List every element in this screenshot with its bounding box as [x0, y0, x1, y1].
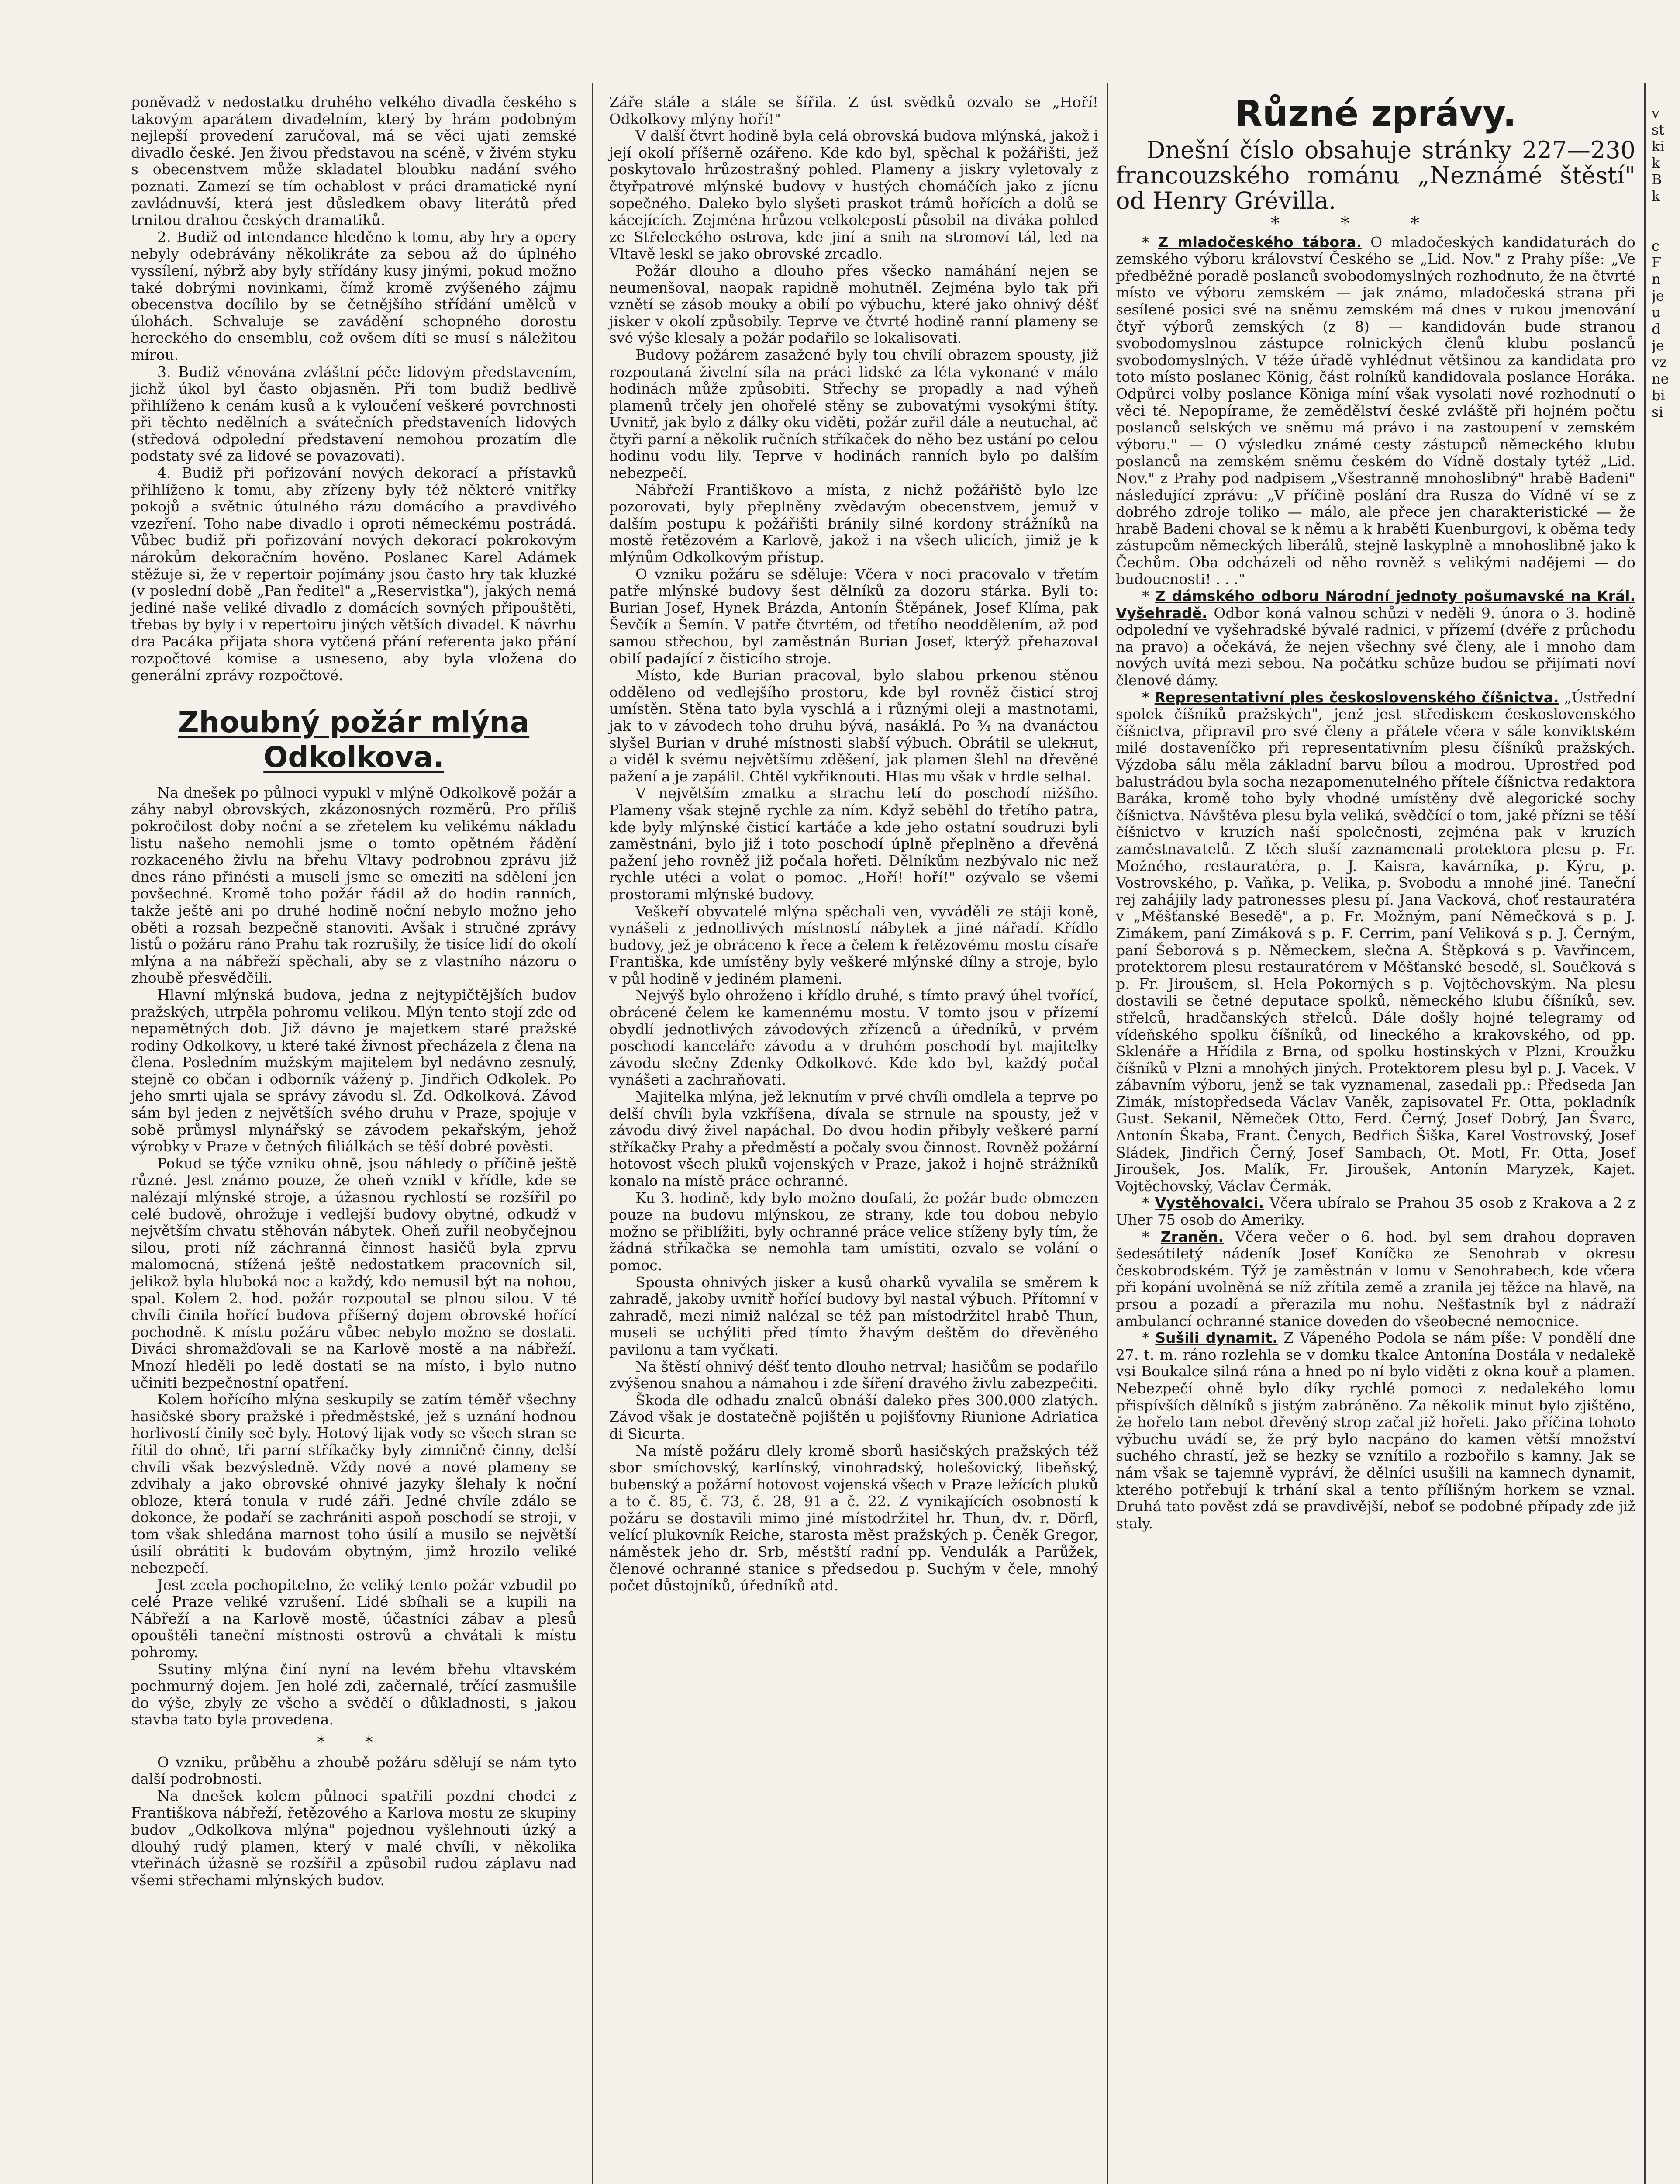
fragment-line: n	[1652, 271, 1661, 287]
paragraph: Ku 3. hodině, kdy bylo možno doufati, že požár bude obmezen pouze na budovu mlýnskou, ze strany, kde tou dobou nebylo možno se přiblížiti, byly ochranné práce velice stíženy byly tím, že žádná stříkačka se nemohla tam umístiti, ozvalo se volání o pomoc.	[609, 1189, 1098, 1274]
fragment-line: vz	[1652, 354, 1667, 370]
fragment-line: d	[1652, 321, 1661, 337]
fragment-line: v	[1652, 105, 1660, 121]
fragment-line: ki	[1652, 138, 1665, 155]
news-item-text: Včera ubíralo se Prahou 35 osob z Krakova a 2 z Uher 75 osob do Ameriky.	[1116, 1194, 1635, 1229]
paragraph: Spousta ohnivých jisker a kusů oharků vyvalila se směrem k zahradě, jakoby uvnitř hořící budovy byl nastal výbuch. Přítomní v zahradě, mezi nimiž nalézal se též pan místodržitel hrabě Thun, museli se uchýliti před tímto žhavým deštěm do dřevěného pavilonu a tam vyčkati.	[609, 1273, 1098, 1358]
separator-asterisks: * *	[317, 1734, 390, 1752]
news-item: * Zraněn. Včera večer o 6. hod. byl sem drahou dopraven šedesátiletý nádeník Josef Koníčka ze Senohrab v okresu českobrodském. Týž je zaměstnán v lomu v Senohrabech, kde včera při kopání uvolněná se níž zřítila země a zranila jej těžce na hlavě, na prsou a pozadí a přerazila mu nohu. Nešťastník byl z nádraží ambulancí ochranné stanice doveden do všeobecné nemocnice.	[1116, 1228, 1635, 1330]
news-item-kicker: Z mladočeského tábora.	[1158, 233, 1362, 251]
news-item: * Sušili dynamit. Z Vápeného Podola se nám píše: V pondělí dne 27. t. m. ráno rozlehla se v domku tkalce Antonína Dostála v nedalekě vsi Boukalce silná rána a hned po ní bylo viděti z okna kouř a plamen. Nebezpečí ohně bylo díky rychlé pomoci z nedalekého lomu přispívších dělníků s jistým zabráněno. Za několik minut bylo zjištěno, že hořelo tam nebot dřevěný strop začal již hořeti. Jako příčina tohoto výbuchu uvádí se, že prý bylo nacpáno do kamen větší množství suchého chrastí, jež se hezky se vznítilo a rozbořilo s kamny. Jak se nám však se tajemně vypráví, že dělníci usušili na kamnech dynamit, kterého potřebují k trhání skal a tento přílišným horkem se vznal. Druhá tato pověst zdá se pravdivější, neboť se podobné případy zde již staly.	[1116, 1329, 1636, 1532]
news-item-text: Odbor koná valnou schůzi v neděli 9. února o 3. hodině odpolední ve vyšehradské bývalé radnici, v přízemí (dvéře z průchodu na pravo) a očekává, že nejen všechny své členy, ale i mnoho dam nových uvítá mezi sebou. Na počátku schůze budou se přijímati noví členové dámy.	[1116, 604, 1635, 689]
paragraph: Veškeří obyvatelé mlýna spěchali ven, vyváděli ze stáji koně, vynášeli z jednotlivých místností nábytek a jiné nářadí. Křídlo budovy, jež je obráceno k řece a čelem k řetězovému mostu císaře Františka, kde umístěny byly veškeré mlýnské dílny a stroje, bylo v půl hodině v jediném plameni.	[609, 902, 1098, 987]
separator-asterisks: ***	[1271, 214, 1480, 234]
paragraph: Záře stále a stále se šířila. Z úst svědků ozvalo se „Hoří! Odkolkovy mlýny hoří!"	[609, 93, 1098, 128]
paragraph: poněvadž v nedostatku druhého velkého divadla českého s takovým aparátem divadelním, který by hrám podobným nejlepší provedení zaručoval, má se věci ujati zemské divadlo české. Jen živou představou na scéně, v živém styku s obecenstvem může skladatel bloubku nadání svého poznati. Zamezí se tím ochablost v práci dramatické nyní zavládnuvší, která jest důsledkem obavy literátů před trnitou drahou českých dramatiků.	[131, 93, 576, 229]
paragraph: Budovy požárem zasažené byly tou chvílí obrazem spousty, již rozpoutaná živelní síla na práci lidské za léta vykonané v málo hodinách může způsobiti. Střechy se propadly a nad výheň plamenů trčely jen ohořelé stěny se zubovatými vysokými štíty. Uvnitř, jak bylo z dálky oku viděti, požár zuřil dále a neutuchal, ač čtyři parní a několik ručních stříkaček do něho bez ustání po celou hodinu vodu lily. Teprve v hodinách ranních bylo po dalším nebezpečí.	[609, 346, 1098, 482]
paragraph: Na místě požáru dlely kromě sborů hasičských pražských též sbor smíchovský, karlínský, vinohradský, holešovický, libeňský, bubenský a požární hotovost vojenská všech v Praze ležících pluků a to č. 85, č. 73, č. 28, 91 a č. 22. Z vynikajících osobností k požáru se dostavili mimo jiné místodržitel hr. Thun, dv. r. Dörfl, velící plukovník Reiche, starosta měst pražských p. Čeněk Gregor, náměstek jeho dr. Srb, městští radní pp. Vendulák a Parůžek, členové ochranné stanice s předsedou p. Suchým v čele, mnohý počet důstojníků, úředníků atd.	[609, 1442, 1098, 1594]
column-1	[131, 94, 576, 1889]
fragment-line: F	[1652, 254, 1662, 271]
news-item-kicker: Sušili dynamit.	[1155, 1329, 1278, 1347]
fragment-line: c	[1652, 238, 1659, 254]
news-item-text: Z Vápeného Podola se nám píše: V pondělí dne 27. t. m. ráno rozlehla se v domku tkalce Antonína Dostála v nedalekě vsi Boukalce silná rána a hned po ní bylo viděti z okna kouř a plamen. Nebezpečí ohně bylo díky rychlé pomoci z nedalekého lomu přispívších dělníků s jistým zabráněno. Za několik minut bylo zjištěno, že hořelo tam nebot dřevěný strop začal již hořeti. Jako příčina tohoto výbuchu uvádí se, že prý bylo nacpáno do kamen větší množství suchého chrastí, jež se hezky se vznítilo a rozbořilo s kamny. Jak se nám však se tajemně vypráví, že dělníci usušili na kamnech dynamit, kterého potřebují k trhání skal a tento přílišným horkem se vznal. Druhá tato pověst zdá se pravdivější, neboť se podobné případy zde již staly.	[1116, 1329, 1636, 1532]
paragraph: 2. Budiž od intendance hleděno k tomu, aby hry a opery nebyly odebrávány několikráte za sebou až do úplného vyssílení, nýbrž aby byly střídány kusy jinými, pokud možno také dobrými novinkami, čímž kromě zvýšeného zájmu obecenstva docílilo by se četnějšího střídání umělců v úlohách. Schvaluje se zavádění schopného dorostu hereckého do ensemblu, což ovšem díti se musí s náležitou mírou.	[131, 228, 576, 363]
fragment-line: je	[1652, 337, 1664, 354]
news-item-kicker: Z dámského odboru Národní jednoty pošumavské na Král. Vyšehradě.	[1116, 587, 1636, 622]
paragraph: V další čtvrt hodině byla celá obrovská budova mlýnská, jakož i její okolí příšerně ozářeno. Kde kdo byl, spěchal k požářišti, jež poskytovalo hrůzostrašný pohled. Plameny a jiskry vyletovaly z čtyřpatrové mlýnské budovy v hustých chomáčích jako z jícnu sopečného. Daleko bylo slyšeti praskot trámů hořících a dolů se kácejících. Zejména hrůzou velkolepostí působil na diváka pohled ze Střeleckého ostrova, kde jiní a snih na stromoví tál, led na Vltavě leskl se jako obrovské zrcadlo.	[609, 127, 1098, 263]
news-item: * Z dámského odboru Národní jednoty pošumavské na Král. Vyšehradě. Odbor koná valnou schůzi v neděli 9. února o 3. hodině odpolední ve vyšehradské bývalé radnici, v přízemí (dvéře z průchodu na pravo) a očekává, že nejen všechny své členy, ale i mnoho dam nových uvítá mezi sebou. Na počátku schůze budou se přijímati noví členové dámy.	[1116, 587, 1636, 689]
section-lead: Dnešní číslo obsahuje stránky 227—230 francouzského románu „Neznámé štěstí" od Henry Grévilla.	[1116, 136, 1635, 214]
paragraph: Na štěstí ohnivý déšť tento dlouho netrval; hasičům se podařilo zvýšenou snahou a námahou i zde šíření dravého živlu zabezpečiti.	[609, 1358, 1098, 1392]
paragraph: Na dnešek kolem půlnoci spatřili pozdní chodci z Františkova nábřeží, řetězového a Karlova mostu ze skupiny budov „Odkolkova mlýna" pojednou vyšlehnouti úzký a dlouhý rudý plamen, který v malé chvíli, v několika vteřinách úžasně se rozšířil a způsobil rudou záplavu nad všemi střechami mlýnských budov.	[131, 1787, 576, 1889]
fragment-line: bi	[1652, 387, 1665, 404]
cut-off-column-fragment	[1652, 105, 1678, 420]
fragment-line: u	[1652, 304, 1661, 321]
paragraph: Na dnešek po půlnoci vypukl v mlýně Odkolkově požár a záhy nabyl obrovských, zkázonosných rozměrů. Pro příliš pokročilost doby noční a se zřetelem ku velikému nákladu listu našeho nemohli jsme o tomto opětném řádění rozkaceného živlu na břehu Vltavy podrobnou zprávu již dnes ráno přinésti a museli jsme se omeziti na sdělení jen povšechné. Kromě toho požár řádil až do hodin ranních, takže ještě ani po druhé hodině noční nebylo možno jeho oběti a rozsah bezpečně stanoviti. Avšak i stručné zprávy listů o požáru ráno Prahu tak rozrušily, že tisíce lidí do okolí mlýna a na nábřeží spěchali, aby se z vlastního názoru o zhoubě přesvědčili.	[131, 784, 576, 987]
news-item-kicker: Vystěhovalci.	[1155, 1194, 1264, 1212]
paragraph: Hlavní mlýnská budova, jedna z nejtypičtějších budov pražských, utrpěla pohromu velikou. Mlýn tento stojí zde od nepamětných dob. Již dávno je majetkem staré pražské rodiny Odkolkovy, u které také živnost přecházela z člena na člena. Posledním mužským majitelem byl nedávno zesnulý, stejně co občan i odborník vážený p. Jindřich Odkolek. Po jeho smrti ujala se správy závodu sl. Zd. Odkolková. Závod sám byl jeden z největších svého druhu v Praze, spojuje v sobě průmysl mlynářský se závodem pekařským, jehož výrobky v Praze v četných filiálkách se těší dobré pověsti.	[131, 986, 576, 1155]
paragraph: Škoda dle odhadu znalců obnáší daleko přes 300.000 zlatých. Závod však je dostatečně pojištěn u pojišťovny Riunione Adriatica di Sicurta.	[609, 1391, 1098, 1442]
paragraph: O vzniku požáru se sděluje: Včera v noci pracovalo v třetím patře mlýnské budovy šest dělníků za dozoru stárka. Byli to: Burian Josef, Hynek Brázda, Antonín Štěpánek, Josef Klíma, pak Ševčík a Šemín. V patře čtvrtém, od třetího neoddělením, až pod samou střechou, byl zaměstnán Burian Josef, kterýž přehazoval obilí padající z čisticího stroje.	[609, 565, 1098, 667]
fragment-line: je	[1652, 287, 1664, 304]
news-item-text: Včera večer o 6. hod. byl sem drahou dopraven šedesátiletý nádeník Josef Koníčka ze Senohrab v okresu českobrodském. Týž je zaměstnán v lomu v Senohrabech, kde včera při kopání uvolněná se níž zřítila země a zranila jej těžce na hlavě, na prsou a pozadí a přerazila mu nohu. Nešťastník byl z nádraží ambulancí ochranné stanice doveden do všeobecné nemocnice.	[1116, 1228, 1635, 1330]
paragraph: O vzniku, průběhu a zhoubě požáru sdělují se nám tyto další podrobnosti.	[131, 1753, 576, 1788]
column-rule	[1644, 83, 1646, 2184]
news-item-kicker: Representativní ples československého číšnictva.	[1154, 688, 1559, 706]
paragraph: Kolem hořícího mlýna seskupily se zatím téměř všechny hasičské sbory pražské i předměstské, jež s uznání hodnou horlivostí činily seč byly. Hotový lijak vody se všech stran se řítil do ohně, tři parní stříkačky byly zimničně činny, delší chvíli však bezvýsledně. Vždy nové a nové plameny se zdvihaly a jako obrovské ohnivé jazyky šlehaly k noční obloze, která tonula v rudé záři. Jedné chvíle zdálo se dokonce, že podaří se zachrániti aspoň poschodí se stroji, v tom však shledána marnost toho úsilí a musilo se největší úsilí obrátiti k budovám obytným, jimž hrozilo veliké nebezpečí.	[131, 1391, 576, 1577]
column-rule	[1107, 83, 1108, 2184]
fragment-line: st	[1652, 121, 1665, 138]
paragraph: Ssutiny mlýna činí nyní na levém břehu vltavském pochmurný dojem. Jen holé zdi, začernalé, trčící zasmušile do výše, zbyly ze všeho a svědčí o důkladnosti, s jakou stavba tato byla provedena.	[131, 1660, 576, 1728]
fragment-line: k	[1652, 188, 1660, 204]
news-item-text: „Ústřední spolek číšníků pražských", jenž jest střediskem československého číšnictva, připravil pro své členy a přátele včera v sále konviktském milé dostaveníčko při representativním plesu číšníků pražských. Výzdoba sálu měla základní barvu bílou a modrou. Uprostřed pod balustrádou byla socha nezapomenutelného přítele číšnictva redaktora Baráka, kromě toho byly vhodné umístěny dvě alegorické sochy číšnictva. Návštěva plesu byla veliká, svědčící o tom, jaké přízni se těší číšnictvo v kruzích naší společnosti, zejména pak v kruzích zaměstnavatelů. Z těch sluší zaznamenati protektora plesu p. Fr. Možného, restauratéra, p. J. Kaisra, kavárníka, p. Kýru, p. Vostrovského, p. Vaňka, p. Velika, p. Svobodu a mnohé jiné. Taneční rej zahájily lady patronesses plesu pí. Jana Vacková, choť restauratéra v „Měšťanské Besedě", a p. Fr. Možným, paní Němečková s p. J. Zimákem, paní Zimáková s p. F. Cerrim, paní Veliková s p. J. Černým, paní Šeborová s p. Německem, slečna A. Štěpková s p. Vavřincem, protektorem plesu restauratérem v Měšťanské besedě, sl. Součková s p. Fr. Jiroušem, sl. Hela Pokorných s p. Vojtěchovským. Na plesu dostavili se četné deputace spolků, německého klubu číšníků, sev. střelců, hradčanských střelců. Dále došly hojné telegramy od vídeňského spolku číšníků, od lineckého a krakovského, od pp. Sklenáře a Hřídila z Brna, od spolku hostinských v Plzni, Kroužku číšníků v Plzni a mnohých jiných. Protektorem plesu byl p. J. Vacek. V zábavním výboru, jenž se tak vyznamenal, zasedali pp.: Předseda Jan Zimák, místopředseda Václav Vaněk, zapisovatel Fr. Otta, pokladník Gust. Sekanil, Němeček Otto, Ferd. Černý, Josef Dobrý, Jan Švarc, Antonín Škaba, Frant. Čenych, Bedřich Šiška, Karel Vostrovský, Josef Sládek, Jindřich Černý, Josef Sambach, Ot. Motl, Fr. Otta, Josef Jiroušek, Jos. Malík, Fr. Jiroušek, Antonín Maryzek, Kajet. Vojtěchovský, Václav Čermák.	[1116, 688, 1635, 1195]
article-headline: Zhoubný požár mlýna Odkolkova.	[178, 705, 530, 774]
paragraph: Požár dlouho a dlouho přes všecko namáhání nejen se neumenšoval, naopak rapidně mohutněl. Zejména bylo tak při vznětí se zásob mouky a obilí po výbuchu, které jako ohnivý déšť jisker v okolí způsobily. Teprve ve čtvrté hodině ranní plameny se své výše klesaly a požár podařilo se lokalisovati.	[609, 262, 1098, 347]
news-item: * Vystěhovalci. Včera ubíralo se Prahou 35 osob z Krakova a 2 z Uher 75 osob do Ameriky.	[1116, 1194, 1635, 1229]
paragraph: Nejvýš bylo ohroženo i křídlo druhé, s tímto pravý úhel tvořící, obrácené čelem ke kamennému mostu. V tomto jsou v přízemí obydlí jednotlivých závodových zřízenců a úředníků, v prvém poschodí kanceláře závodu a v druhém poschodí byt majitelky závodu slečny Zdenky Odkolkové. Kde kdo byl, každý počal vynášeti a zachraňovati.	[609, 987, 1098, 1089]
fragment-line: ne	[1652, 370, 1669, 387]
news-item: * Representativní ples československého číšnictva. „Ústřední spolek číšníků pražských", jenž jest střediskem československého číšnictva, připravil pro své členy a přátele včera v sále konviktském milé dostaveníčko při representativním plesu číšníků pražských. Výzdoba sálu měla základní barvu bílou a modrou. Uprostřed pod balustrádou byla socha nezapomenutelného přítele číšnictva redaktora Baráka, kromě toho byly vhodné umístěny dvě alegorické sochy číšnictva. Návštěva plesu byla veliká, svědčící o tom, jaké přízni se těší číšnictvo v kruzích naší společnosti, zejména pak v kruzích zaměstnavatelů. Z těch sluší zaznamenati protektora plesu p. Fr. Možného, restauratéra, p. J. Kaisra, kavárníka, p. Kýru, p. Vostrovského, p. Vaňka, p. Velika, p. Svobodu a mnohé jiné. Taneční rej zahájily lady patronesses plesu pí. Jana Vacková, choť restauratéra v „Měšťanské Besedě", a p. Fr. Možným, paní Němečková s p. J. Zimákem, paní Zimáková s p. F. Cerrim, paní Veliková s p. J. Černým, paní Šeborová s p. Německem, slečna A. Štěpková s p. Vavřincem, protektorem plesu restauratérem v Měšťanské besedě, sl. Součková s p. Fr. Jiroušem, sl. Hela Pokorných s p. Vojtěchovským. Na plesu dostavili se četné deputace spolků, německého klubu číšníků, sev. střelců, hradčanských střelců. Dále došly hojné telegramy od vídeňského spolku číšníků, od lineckého a krakovského, od pp. Sklenáře a Hřídila z Brna, od spolku hostinských v Plzni, Kroužku číšníků v Plzni a mnohých jiných. Protektorem plesu byl p. J. Vacek. V zábavním výboru, jenž se tak vyznamenal, zasedali pp.: Předseda Jan Zimák, místopředseda Václav Vaněk, zapisovatel Fr. Otta, pokladník Gust. Sekanil, Němeček Otto, Ferd. Černý, Josef Dobrý, Jan Švarc, Antonín Škaba, Frant. Čenych, Bedřich Šiška, Karel Vostrovský, Josef Sládek, Jindřich Černý, Josef Sambach, Ot. Motl, Fr. Otta, Josef Jiroušek, Jos. Malík, Fr. Jiroušek, Antonín Maryzek, Kajet. Vojtěchovský, Václav Čermák.	[1116, 688, 1635, 1195]
fragment-line: B	[1652, 171, 1662, 188]
news-item-text: O mladočeských kandidaturách do zemského výboru království Českého se „Lid. Nov." z Prahy píše: „Ve předběžné poradě poslanců svobodomyslných rozhodnuto, že na čtvrté místo ve výboru zemském — jak známo, mladočeská strana při sesílené posici své na sněmu zemském má dnes v rukou jmenování čtyř výborů zemských (z 8) — kandidován bude stranou svobodomyslnou zástupce rolnických členů klubu poslanců svobodomyslných. V téže úřadě vyhlédnut většinou za kandidata pro toto místo poslanec König, část rolníků kandidovala poslance Horáka. Odpůrci volby poslance Königa míní však vysolati nové rozhodnutí o věci té. Nepopírame, že zemědělství české zvláště při hojném počtu poslanců selských ve sněmu má právo i na zastoupení v zemském výboru." — O výsledku známé cesty zástupců německého klubu poslanců na zemském sněmu českém do Vídně dostaly tytéž „Lid. Nov." z Prahy pod nadpisem „Všestranně mnohoslibný" hrabě Badeni" následující zprávu: „V příčině poslání dra Rusza do Vídně ví se z dobrého zdroje toliko — málo, ale přece jen charakteristické — že hrabě Badeni choval se k němu a k hraběti Kuenburgovi, k oběma tedy zástupcům německých liberálů, stejně laskyplně a mnohoslibně jako k Čechům. Oba odcházeli od něho rovněž s velikými nadějemi — do budoucnosti! . . ."	[1116, 233, 1636, 588]
news-item-kicker: Zraněn.	[1160, 1228, 1224, 1245]
paragraph: 3. Budiž věnována zvláštní péče lidovým představením, jichž úkol byl často objasněn. Při tom budiž bedlivě přihlíženo k cenám kusů a k vyloučení veškeré povrchnosti při těchto nedělních a svátečních představeních lidových (středová odpolední představení nemohou prozatím dle podstaty své za lidové se povazovati).	[131, 363, 576, 465]
fragment-line: k	[1652, 155, 1660, 171]
news-item: * Z mladočeského tábora. O mladočeských kandidaturách do zemského výboru království Českého se „Lid. Nov." z Prahy píše: „Ve předběžné poradě poslanců svobodomyslných rozhodnuto, že na čtvrté místo ve výboru zemském — jak známo, mladočeská strana při sesílené posici své na sněmu zemském má dnes v rukou jmenování čtyř výborů zemských (z 8) — kandidován bude stranou svobodomyslnou zástupce rolnických členů klubu poslanců svobodomyslných. V téže úřadě vyhlédnut většinou za kandidata pro toto místo poslanec König, část rolníků kandidovala poslance Horáka. Odpůrci volby poslance Königa míní však vysolati nové rozhodnutí o věci té. Nepopírame, že zemědělství české zvláště při hojném počtu poslanců selských ve sněmu má právo i na zastoupení v zemském výboru." — O výsledku známé cesty zástupců německého klubu poslanců na zemském sněmu českém do Vídně dostaly tytéž „Lid. Nov." z Prahy pod nadpisem „Všestranně mnohoslibný" hrabě Badeni" následující zprávu: „V příčině poslání dra Rusza do Vídně ví se z dobrého zdroje toliko — málo, ale přece jen charakteristické — že hrabě Badeni choval se k němu a k hraběti Kuenburgovi, k oběma tedy zástupcům německých liberálů, stejně laskyplně a mnohoslibně jako k Čechům. Oba odcházeli od něho rovněž s velikými nadějemi — do budoucnosti! . . ."	[1116, 233, 1636, 588]
fragment-line: si	[1652, 404, 1663, 420]
column-2	[609, 94, 1098, 1594]
paragraph: Pokud se týče vzniku ohně, jsou náhledy o příčině ještě různé. Jest známo pouze, že oheň vznikl v křídle, kde se nalézají mlýnské stroje, a úžasnou rychlostí se rozšířil po celé budově, ohrožuje i vedlejší budovy obytné, odkudž v největším chvatu stěhován nábytek. Oheň zuřil neobyčejnou silou, proti níž záchranná činnost hasičů byla zprvu malomocná, stížená ještě nedostatkem pracovních sil, jelikož byla hluboká noc a každý, kdo nemusil být na nohou, spal. Kolem 2. hod. požár rozpoutal se plnou silou. V té chvíli činila hořící budova příšerný dojem obrovské hořící pochodně. K místu požáru vůbec nebylo možno se dostati. Diváci shromažďovali se na Karlově mostě a na nábřeží. Mnozí hleděli po ledě dostati se na místo, i bylo nutno učiniti bezpečnostní opatření.	[131, 1154, 576, 1391]
column-rule	[592, 83, 593, 2184]
paragraph: Nábřeží Františkovo a místa, z nichž požářiště bylo lze pozorovati, byly přeplněny zvědavým obecenstvem, jemuž v dalším postupu k požářišti bránily silné kordony strážníků na mostě řetězovém a Karlově, jakož i na všech ulicích, jimiž je k mlýnům Odkolkovým přístup.	[609, 481, 1098, 566]
paragraph: Jest zcela pochopitelno, že veliký tento požár vzbudil po celé Praze veliké vzrušení. Lidé sbíhali se a kupili na Nábřeží a na Karlově mostě, účastníci zábav a plesů opouštěli taneční místnosti ostrovů a chvátali k místu pohromy.	[131, 1576, 576, 1661]
paragraph: Místo, kde Burian pracoval, bylo slabou prkenou stěnou odděleno od vedlejšího prostoru, kde byl rovněž čisticí stroj umístěn. Stěna tato byla vyschlá a i různými oleji a mastnotami, jak to v závodech toho druhu bývá, nasáklá. Po ¾ na dvanáctou slyšel Burian v druhé místnosti slabší výbuch. Obrátil se ulekнut, a viděl k svému největšímu zděšení, jak plamen šlehl na dřevěné pažení a je zapálil. Chtěl vykřiknouti. Hlas mu však v hrdle selhal.	[609, 667, 1098, 785]
fragment-line	[1652, 204, 1678, 221]
section-title: Různé zprávy.	[1235, 93, 1517, 135]
paragraph: 4. Budiž při pořizování nových dekorací a přístavků přihlíženo k tomu, aby zřízeny byly též některé vnitřky pokojů a světnic útulného rázu domácího a pravdivého vzezření. Toho nabe divadlo i oproti německému postrádá. Vůbec budiž při pořizování nových dekorací pokrokovým nárokům dekoračním hověno. Poslanec Karel Adámek stěžuje si, že v repertoir pojímány jsou často hry tak kluzké (v poslední době „Pan ředitel" a „Reservistka"), jakých nemá jediné naše veliké divadlo z domácích sovných připouštěti, třebas by byly i v repertoiru jiných větších divadel. K návrhu dra Pacáka přijata shora vytčená přání referenta jako přání rozpočtové komise a usneseno, aby byla vložena do generální zprávy rozpočtové.	[131, 464, 576, 684]
paragraph: Majitelka mlýna, jež leknutím v prvé chvíli omdlela a teprve po delší chvíli byla vzkříšena, dívala se strnule na spousty, jež v závodu divý živel napáchal. Do dvou hodin přibyly veškeré parní stříkačky Prahy a předměstí a počaly svou činnost. Rovněž požární hotovost všech pluků vojenských v Praze, jakož i hojně strážníků konalo na místě práce ochranné.	[609, 1088, 1098, 1189]
fragment-line	[1652, 221, 1678, 238]
paragraph: V největším zmatku a strachu letí do poschodí nižšího. Plameny však stejně rychle za ním. Když seběhl do třetího patra, kde byly mlýnské čisticí kartáče a kde jeho ostatní soudruzi byli zaměstnáni, bylo již i toto poschodí úplně přeplněno a dřevěná pažení jeho rovněž již počala hořeti. Dělníkům nezbývalo nic než rychle utéci a volat o pomoc. „Hoří! hoří!" ozývalo se všemi prostorami mlýnské budovy.	[609, 784, 1098, 903]
column-3	[1116, 94, 1635, 1532]
